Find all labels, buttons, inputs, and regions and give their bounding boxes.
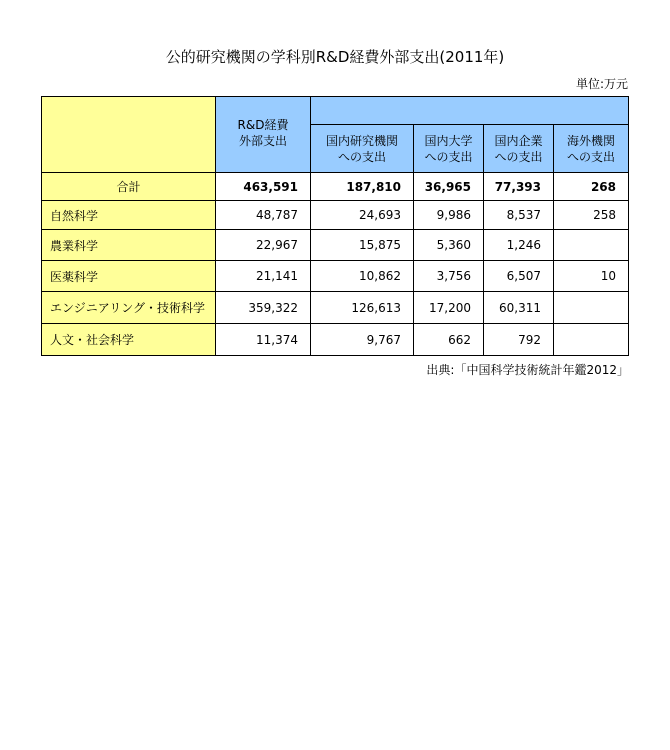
table-cell: 24,693 bbox=[311, 201, 414, 230]
table-cell: 17,200 bbox=[414, 292, 484, 324]
table-cell: 792 bbox=[484, 324, 554, 356]
header-main-label: R&D経費外部支出 bbox=[237, 118, 289, 148]
unit-label: 単位:万元 bbox=[575, 77, 628, 91]
source-note: 出典:「中国科学技術統計年鑑2012」 bbox=[426, 363, 629, 377]
table-cell: 77,393 bbox=[484, 173, 554, 201]
table-cell: 359,322 bbox=[216, 292, 311, 324]
row-label: 農業科学 bbox=[42, 230, 216, 261]
row-label: エンジニアリング・技術科学 bbox=[42, 292, 216, 324]
table-cell: 268 bbox=[554, 173, 629, 201]
row-label: 自然科学 bbox=[42, 201, 216, 230]
header-corner-cell bbox=[42, 97, 216, 173]
row-label: 医薬科学 bbox=[42, 261, 216, 292]
table-cell: 60,311 bbox=[484, 292, 554, 324]
header-overseas: 海外機関への支出 bbox=[554, 125, 629, 173]
table-cell bbox=[554, 292, 629, 324]
table-cell bbox=[554, 324, 629, 356]
row-label: 人文・社会科学 bbox=[42, 324, 216, 356]
table-cell: 9,767 bbox=[311, 324, 414, 356]
table-row-total bbox=[42, 173, 629, 201]
table-cell: 5,360 bbox=[414, 230, 484, 261]
table-cell: 10 bbox=[554, 261, 629, 292]
table-cell: 1,246 bbox=[484, 230, 554, 261]
table-row bbox=[42, 230, 629, 261]
page-title: 公的研究機関の学科別R&D経費外部支出(2011年) bbox=[165, 48, 505, 66]
table-row bbox=[42, 292, 629, 324]
header-domestic-university: 国内大学への支出 bbox=[414, 125, 484, 173]
table-cell: 3,756 bbox=[414, 261, 484, 292]
table-cell: 10,862 bbox=[311, 261, 414, 292]
table-row bbox=[42, 201, 629, 230]
table-cell: 21,141 bbox=[216, 261, 311, 292]
rd-expenditure-table bbox=[41, 96, 629, 356]
table-row bbox=[42, 261, 629, 292]
table-cell: 6,507 bbox=[484, 261, 554, 292]
table-cell: 48,787 bbox=[216, 201, 311, 230]
table-cell: 22,967 bbox=[216, 230, 311, 261]
table-cell: 11,374 bbox=[216, 324, 311, 356]
table-cell: 258 bbox=[554, 201, 629, 230]
header-main-cell bbox=[216, 97, 311, 173]
table-cell bbox=[554, 230, 629, 261]
table-cell: 662 bbox=[414, 324, 484, 356]
table-cell: 126,613 bbox=[311, 292, 414, 324]
header-domestic-research: 国内研究機関への支出 bbox=[311, 125, 414, 173]
row-label: 合計 bbox=[42, 173, 216, 201]
table-cell: 9,986 bbox=[414, 201, 484, 230]
table-row bbox=[42, 324, 629, 356]
table-cell: 8,537 bbox=[484, 201, 554, 230]
table-cell: 463,591 bbox=[216, 173, 311, 201]
table-cell: 15,875 bbox=[311, 230, 414, 261]
table-cell: 36,965 bbox=[414, 173, 484, 201]
header-top-blank bbox=[311, 97, 629, 125]
header-domestic-enterprise: 国内企業への支出 bbox=[484, 125, 554, 173]
table-cell: 187,810 bbox=[311, 173, 414, 201]
